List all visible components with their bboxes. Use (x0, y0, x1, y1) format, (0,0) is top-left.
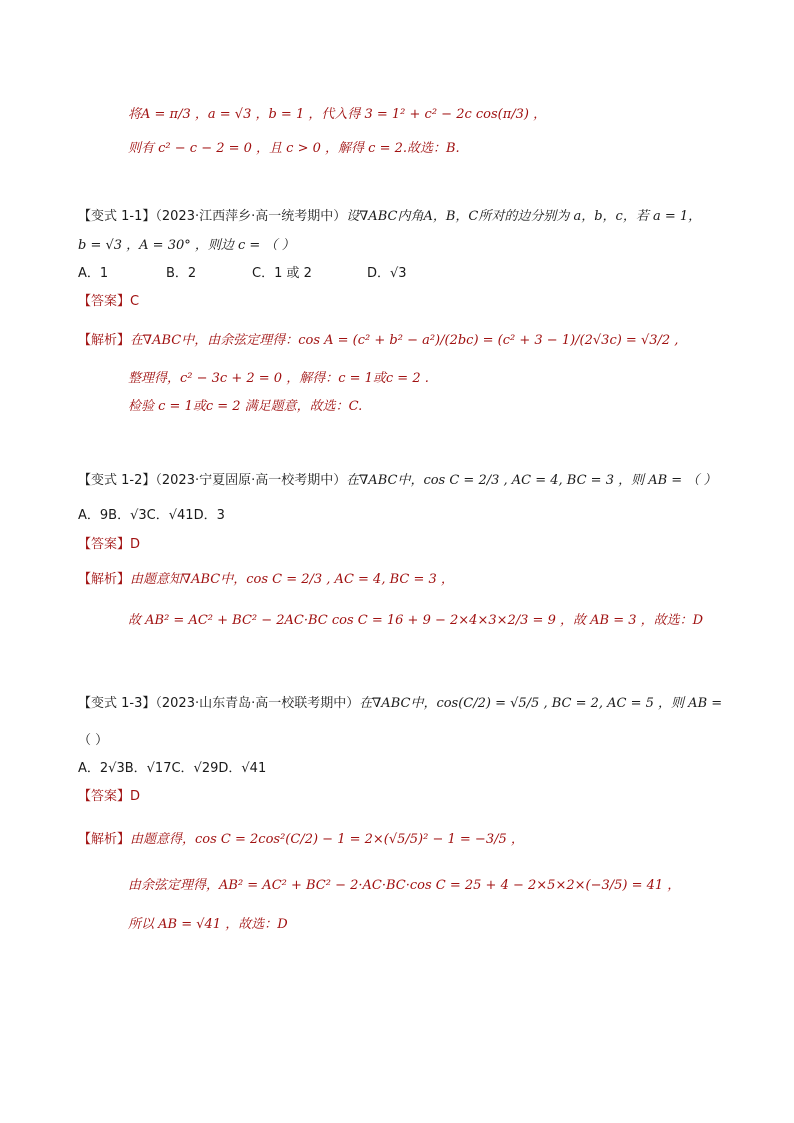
problem-tag: 【变式 1-1】 (78, 209, 156, 224)
option-a: A．2√3 (78, 761, 125, 776)
option-b: B．√17 (124, 761, 172, 776)
option-c: C．√41 (146, 508, 194, 523)
problem-1-2-answer (78, 536, 734, 554)
problem-1-3-stem-2 (78, 732, 734, 750)
problem-source: （2023·宁夏固原·高一校考期中） (155, 473, 347, 488)
problem-1-3-analysis-2 (128, 877, 734, 895)
option-b: B．2 (166, 266, 197, 281)
analysis-line: 在∇ABC中，由余弦定理得：cos A = (c² + b² − a²)/(2bc) = (c² + 3 − 1)/(2√3c) = √3/2 , (130, 333, 679, 348)
option-d: D．3 (193, 508, 225, 523)
option-c: C．1 或 2 (252, 266, 312, 281)
problem-1-1-answer (78, 293, 734, 311)
problem-1-2-analysis-1 (78, 571, 734, 589)
problem-1-1-options (78, 265, 734, 283)
problem-1-1-analysis-3 (128, 398, 734, 416)
option-d: D．√3 (367, 266, 407, 281)
problem-1-3-options (78, 760, 734, 778)
problem-stem: 在∇ABC中，cos C = 2/3 , AC = 4, BC = 3 ，则 AB = （ ） (346, 473, 717, 488)
problem-1-2-options (78, 507, 734, 525)
option-a: A．9 (78, 508, 109, 523)
problem-source: （2023·山东青岛·高一校联考期中） (155, 696, 360, 711)
problem-1-3-analysis-1 (78, 831, 734, 849)
problem-source: （2023·江西萍乡·高一统考期中） (155, 209, 347, 224)
analysis-line: 由题意得，cos C = 2cos²(C/2) − 1 = 2×(√5/5)² − 1 = −3/5 ， (130, 832, 524, 847)
problem-stem: 设∇ABC内角A，B，C所对的边分别为 a，b，c，若 a = 1， (346, 209, 702, 224)
analysis-line: 由余弦定理得，AB² = AC² + BC² − 2·AC·BC·cos C = 25 + 4 − 2×5×2×(−3/5) = 41 ， (128, 878, 681, 893)
problem-1-1-analysis-1 (78, 332, 734, 350)
carry-line-2 (128, 140, 734, 158)
answer-label: 【答案】 (78, 537, 131, 552)
problem-tag: 【变式 1-3】 (78, 696, 156, 711)
analysis-line: 检验 c = 1或c = 2 满足题意，故选：C. (128, 399, 363, 414)
problem-1-3-analysis-3 (128, 916, 734, 934)
problem-stem-cont: （ ） (78, 733, 109, 748)
problem-1-3-stem (78, 695, 734, 713)
analysis-line: 所以 AB = √41 ，故选：D (128, 917, 288, 932)
option-c: C．√29 (171, 761, 219, 776)
analysis-label: 【解析】 (78, 333, 131, 348)
answer-value: D (130, 789, 141, 804)
problem-1-1-stem (78, 208, 734, 226)
answer-value: D (130, 537, 141, 552)
problem-tag: 【变式 1-2】 (78, 473, 156, 488)
carry-line-1 (128, 106, 734, 124)
carry-line-2-text: 则有 c² − c − 2 = 0 ，且 c > 0 ，解得 c = 2.故选：B. (128, 141, 460, 156)
problem-stem-cont: b = √3 ，A = 30° ，则边 c = （ ） (78, 238, 295, 253)
problem-1-1-stem-2 (78, 237, 734, 255)
analysis-label: 【解析】 (78, 572, 131, 587)
option-d: D．√41 (218, 761, 267, 776)
problem-stem: 在∇ABC中，cos(C/2) = √5/5 , BC = 2, AC = 5 ，则 AB = (359, 696, 723, 711)
answer-value: C (130, 294, 140, 309)
problem-1-2-analysis-2 (128, 612, 734, 630)
answer-label: 【答案】 (78, 294, 131, 309)
analysis-line: 故 AB² = AC² + BC² − 2AC·BC cos C = 16 + 9 − 2×4×3×2/3 = 9 ，故 AB = 3 ，故选：D (128, 613, 704, 628)
analysis-label: 【解析】 (78, 832, 131, 847)
problem-1-3-answer (78, 788, 734, 806)
option-a: A．1 (78, 266, 109, 281)
answer-label: 【答案】 (78, 789, 131, 804)
option-b: B．√3 (108, 508, 147, 523)
analysis-line: 整理得，c² − 3c + 2 = 0 ，解得：c = 1或c = 2 . (128, 371, 429, 386)
analysis-line: 由题意知∇ABC中，cos C = 2/3 , AC = 4, BC = 3 ， (130, 572, 454, 587)
problem-1-2-stem (78, 472, 734, 490)
carry-line-1-text: 将A = π/3 ，a = √3 ，b = 1 ，代入得 3 = 1² + c² − 2c cos(π/3) ， (128, 107, 547, 122)
problem-1-1-analysis-2 (128, 370, 734, 388)
